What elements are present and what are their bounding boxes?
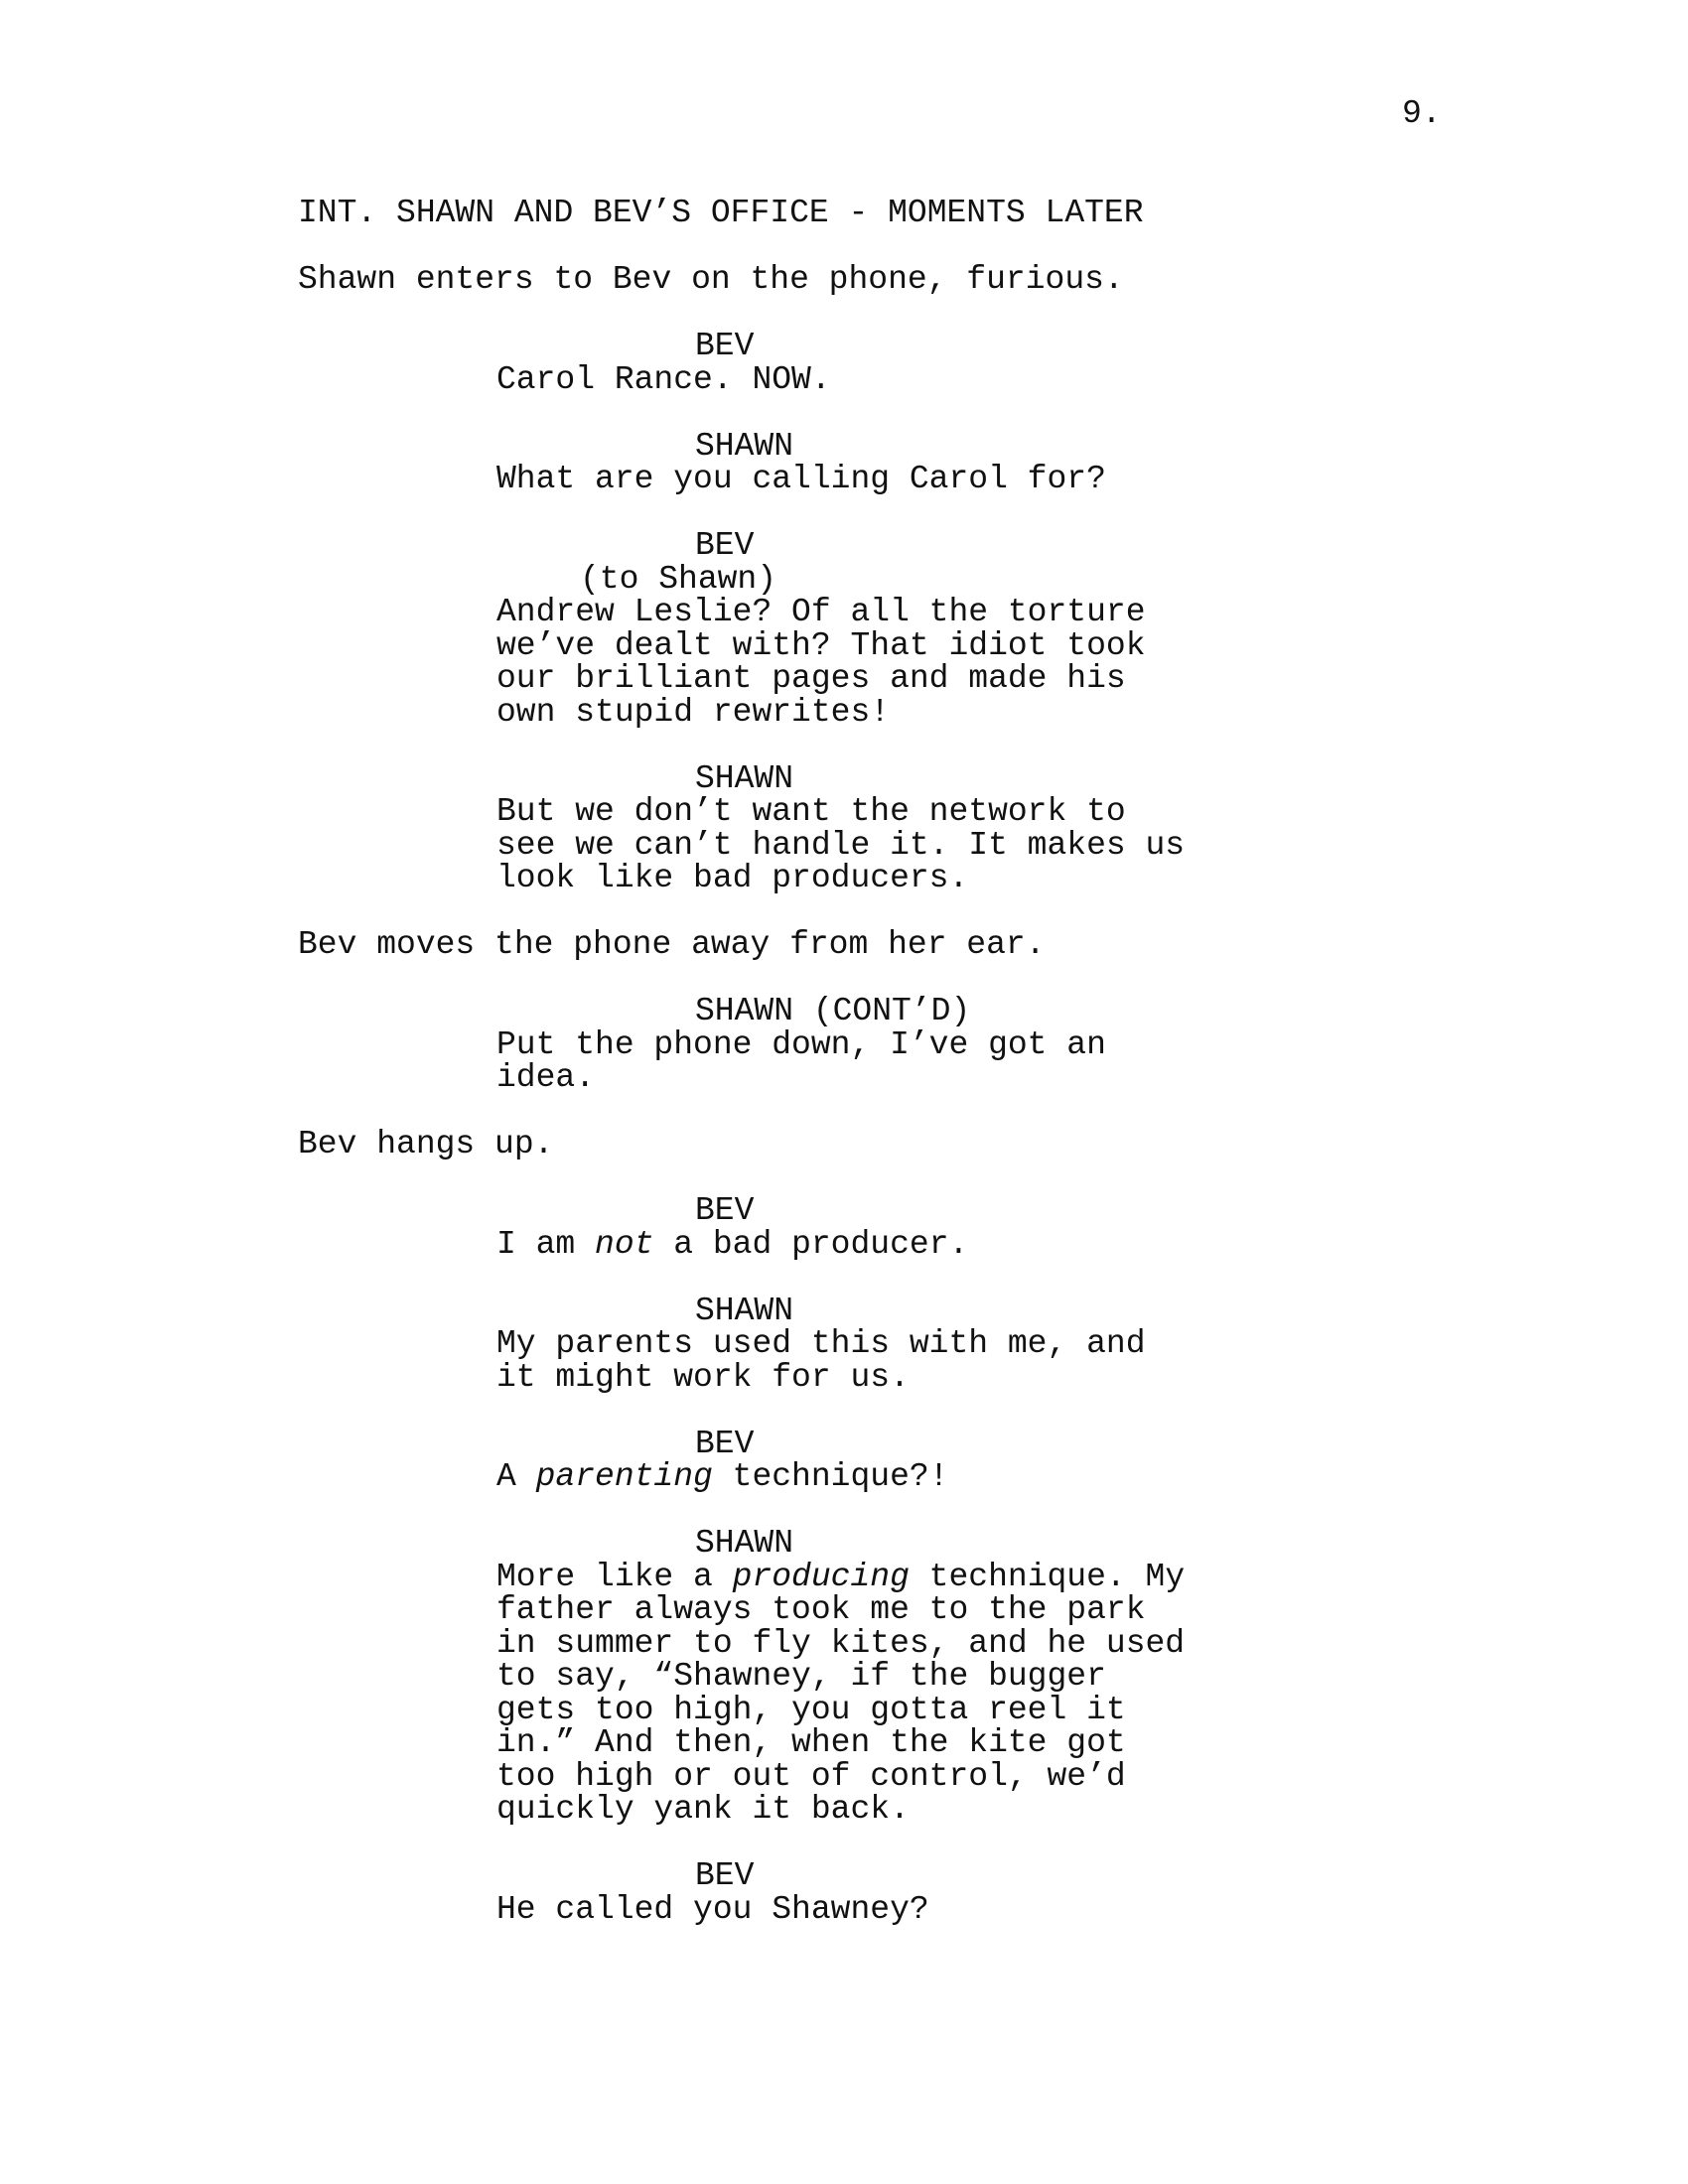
dialogue-block	[496, 463, 1211, 496]
dialogue-line	[496, 1757, 1211, 1795]
dialogue-line: What are you calling Carol for?	[496, 461, 1106, 497]
dialogue-line: Carol Rance. NOW.	[496, 360, 831, 398]
dialogue-line	[496, 1225, 1211, 1263]
dialogue-line: it might work for us.	[496, 1358, 910, 1396]
character-cue: BEV	[695, 527, 755, 564]
dialogue-text: gets too high, you gotta reel it	[496, 1691, 1126, 1728]
dialogue-text: father always took me to the park	[496, 1591, 1146, 1628]
character-cue: BEV	[695, 1857, 755, 1894]
page-number: 9.	[1402, 95, 1442, 132]
dialogue-text: A	[496, 1458, 536, 1495]
dialogue-line	[496, 1660, 1211, 1694]
dialogue-line: we’ve dealt with? That idiot took	[496, 626, 1146, 664]
emphasis-text: not	[595, 1225, 654, 1263]
dialogue-line	[496, 1593, 1211, 1627]
dialogue-text: to say, “Shawney, if the bugger	[496, 1658, 1106, 1695]
dialogue-line: He called you Shawney?	[496, 1890, 929, 1928]
character-cue: SHAWN	[695, 427, 794, 465]
character-cue: SHAWN	[695, 759, 794, 797]
dialogue-text: I am	[496, 1225, 596, 1263]
dialogue-line: own stupid rewrites!	[496, 693, 891, 731]
emphasis-text: producing	[732, 1558, 910, 1595]
parenthetical: (to Shawn)	[580, 560, 777, 598]
action-line: Shawn enters to Bev on the phone, furious.	[298, 261, 1124, 298]
action-line: Bev hangs up.	[298, 1126, 554, 1162]
dialogue-block	[496, 1025, 1211, 1096]
dialogue-block	[496, 1327, 1211, 1394]
dialogue-line: look like bad producers.	[496, 860, 969, 896]
character-cue: BEV	[695, 1425, 755, 1462]
dialogue-line: My parents used this with me, and	[496, 1325, 1146, 1362]
dialogue-text: More like a	[496, 1558, 733, 1595]
dialogue-line: our brilliant pages and made his	[496, 660, 1126, 697]
dialogue-text: a bad producer.	[653, 1225, 969, 1263]
character-cue: BEV	[695, 1192, 755, 1229]
dialogue-line: But we don’t want the network to	[496, 793, 1126, 830]
dialogue-block	[496, 1890, 1211, 1928]
dialogue-block	[496, 1225, 1211, 1263]
dialogue-line	[496, 1793, 1211, 1827]
dialogue-text: in.” And then, when the kite got	[496, 1724, 1126, 1761]
character-cue: SHAWN	[695, 1525, 794, 1562]
dialogue-line	[496, 1460, 1211, 1494]
dialogue-line: Put the phone down, I’ve got an	[496, 1025, 1106, 1063]
dialogue-line	[496, 1624, 1211, 1662]
dialogue-block	[496, 1460, 1211, 1494]
character-cue: SHAWN (CONT’D)	[695, 993, 971, 1029]
dialogue-text: quickly yank it back.	[496, 1791, 910, 1828]
dialogue-block	[496, 360, 1211, 398]
dialogue-line	[496, 1726, 1211, 1760]
dialogue-block	[496, 596, 1211, 729]
dialogue-line: idea.	[496, 1059, 596, 1096]
scene-heading: INT. SHAWN AND BEV’S OFFICE - MOMENTS LATER	[298, 195, 1144, 231]
dialogue-line: Andrew Leslie? Of all the torture	[496, 594, 1146, 630]
dialogue-line	[496, 1558, 1211, 1595]
screenplay-body	[298, 197, 1489, 1960]
dialogue-text: in summer to fly kites, and he used	[496, 1624, 1186, 1662]
dialogue-text: technique?!	[712, 1458, 949, 1495]
dialogue-text: too high or out of control, we’d	[496, 1757, 1126, 1795]
dialogue-line: see we can’t handle it. It makes us	[496, 826, 1186, 864]
character-cue: BEV	[695, 328, 755, 364]
emphasis-text: parenting	[535, 1458, 713, 1495]
dialogue-line	[496, 1691, 1211, 1728]
dialogue-block	[496, 795, 1211, 895]
dialogue-text: technique. My	[909, 1558, 1186, 1595]
character-cue: SHAWN	[695, 1292, 794, 1329]
action-line: Bev moves the phone away from her ear.	[298, 926, 1046, 963]
dialogue-block	[496, 1558, 1211, 1828]
